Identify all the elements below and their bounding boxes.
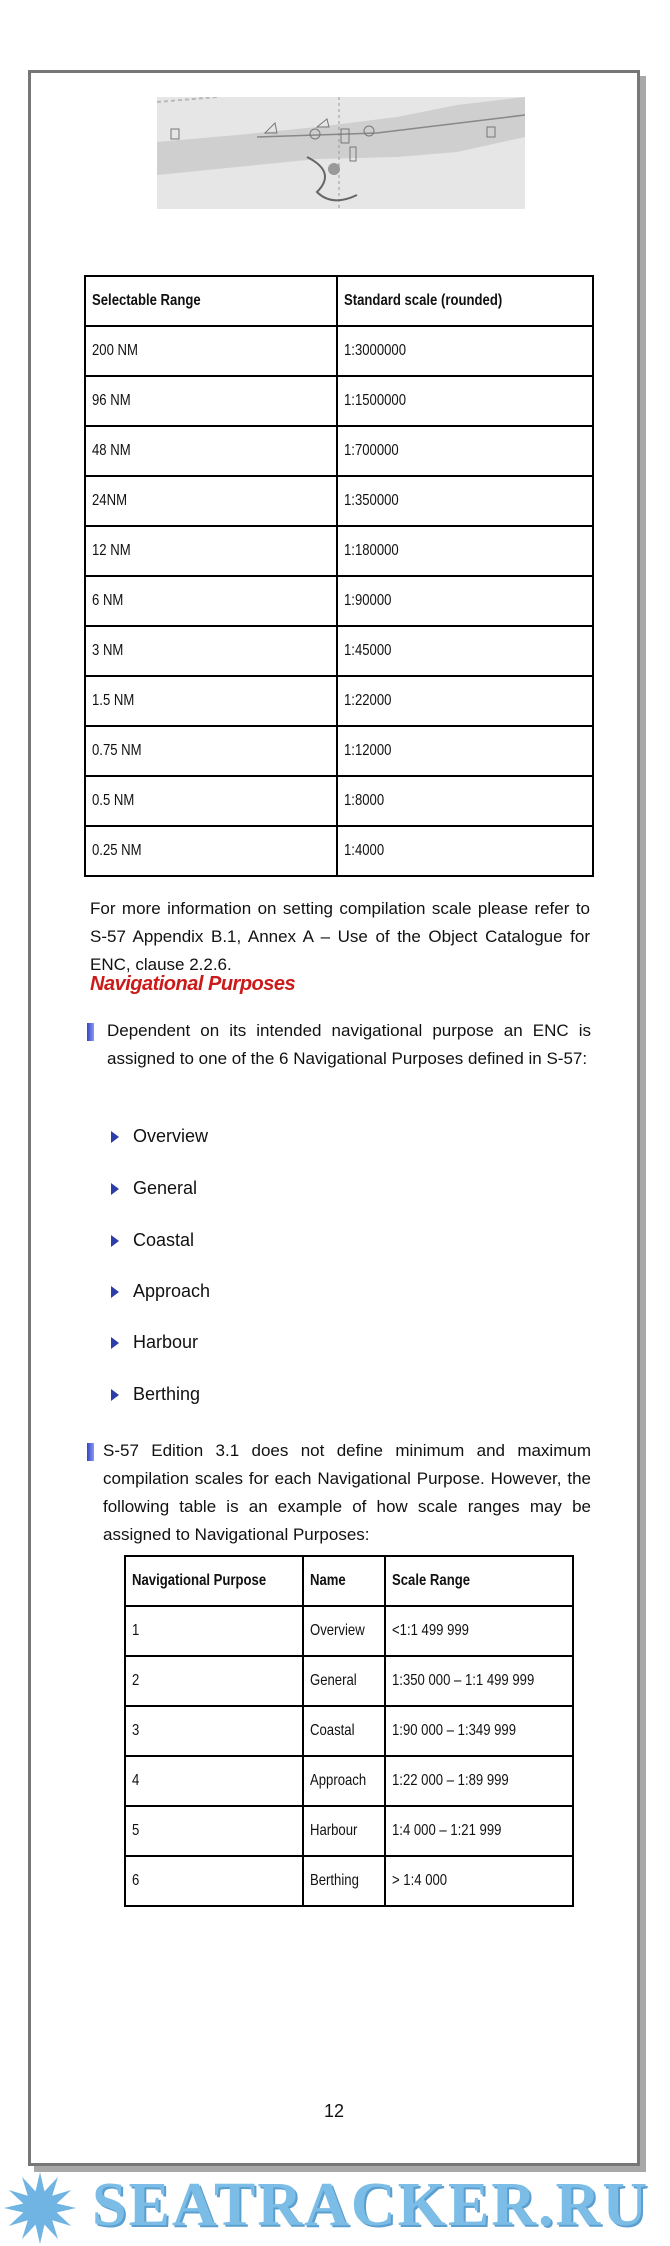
scale-cell: 1:8000 xyxy=(344,792,385,809)
scale-cell: 1:90000 xyxy=(344,592,392,609)
purpose-general: General xyxy=(133,1178,198,1198)
bullet-paragraph-1-text: Dependent on its intended navigational purpose an ENC is assigned to one of the 6 Navigational Purposes defined in S-57: xyxy=(107,1021,591,1068)
page-number: 12 xyxy=(323,2101,345,2121)
purpose-number-cell: 1 xyxy=(132,1622,140,1639)
chart-thumbnail-image xyxy=(157,97,525,209)
table-cell xyxy=(85,576,337,626)
arrow-bullet-icon xyxy=(111,1286,119,1298)
table-cell xyxy=(385,1806,573,1856)
scale-range-cell: 1:4 000 – 1:21 999 xyxy=(392,1822,502,1839)
range-cell: 48 NM xyxy=(92,442,131,459)
purpose-number-cell: 3 xyxy=(132,1722,140,1739)
table-cell xyxy=(337,576,593,626)
table-cell xyxy=(85,526,337,576)
table-cell xyxy=(337,726,593,776)
table-row xyxy=(125,1706,573,1756)
table-cell xyxy=(85,376,337,426)
header-standard-scale: Standard scale (rounded) xyxy=(344,292,503,309)
table-cell xyxy=(303,1706,386,1756)
scale-cell: 1:22000 xyxy=(344,692,392,709)
list-item xyxy=(111,1227,194,1253)
table-row xyxy=(85,726,593,776)
watermark-logo xyxy=(0,2164,670,2246)
purpose-harbour: Harbour xyxy=(133,1332,199,1352)
table-row xyxy=(85,576,593,626)
table-cell xyxy=(303,1806,386,1856)
purpose-number-cell: 6 xyxy=(132,1872,140,1889)
table-row xyxy=(85,526,593,576)
compilation-scale-note-text: For more information on setting compilation scale please refer to S-57 Appendix B.1, Annex A – Use of the Object Catalogue for ENC, clause 2.2.6. xyxy=(90,899,590,974)
table-cell xyxy=(125,1756,303,1806)
header-cell xyxy=(303,1556,386,1606)
list-item xyxy=(111,1329,198,1355)
scale-range-cell: <1:1 499 999 xyxy=(392,1622,470,1639)
table-cell xyxy=(337,376,593,426)
scale-range-cell: 1:90 000 – 1:349 999 xyxy=(392,1722,517,1739)
scale-range-cell: 1:22 000 – 1:89 999 xyxy=(392,1772,509,1789)
header-cell xyxy=(337,276,593,326)
range-cell: 3 NM xyxy=(92,642,124,659)
table-header-row xyxy=(125,1556,573,1606)
table-cell xyxy=(85,326,337,376)
purpose-name-cell: General xyxy=(309,1672,357,1689)
sunburst-icon xyxy=(0,2164,100,2246)
table-cell xyxy=(85,826,337,876)
table-cell xyxy=(337,776,593,826)
purpose-name-cell: Harbour xyxy=(309,1822,357,1839)
range-cell: 24NM xyxy=(92,492,128,509)
range-cell: 0.75 NM xyxy=(92,742,142,759)
arrow-bullet-icon xyxy=(111,1389,119,1401)
arrow-bullet-icon xyxy=(111,1235,119,1247)
range-cell: 0.5 NM xyxy=(92,792,135,809)
table-cell xyxy=(303,1606,386,1656)
purpose-number-cell: 2 xyxy=(132,1672,140,1689)
table-cell xyxy=(85,476,337,526)
table-cell xyxy=(125,1656,303,1706)
scale-cell: 1:3000000 xyxy=(344,342,407,359)
table-cell xyxy=(385,1856,573,1906)
scale-cell: 1:45000 xyxy=(344,642,392,659)
table-row xyxy=(85,626,593,676)
table-cell xyxy=(125,1856,303,1906)
table-row xyxy=(125,1856,573,1906)
table-cell xyxy=(303,1856,386,1906)
selectable-range-table xyxy=(84,275,594,877)
table-row xyxy=(85,776,593,826)
scale-cell: 1:1500000 xyxy=(344,392,407,409)
purpose-name-cell: Berthing xyxy=(309,1872,359,1889)
header-cell xyxy=(125,1556,303,1606)
arrow-bullet-icon xyxy=(111,1183,119,1195)
scale-range-cell: > 1:4 000 xyxy=(392,1872,448,1889)
table-row xyxy=(85,826,593,876)
table-row xyxy=(125,1806,573,1856)
table-cell xyxy=(337,626,593,676)
table-cell xyxy=(385,1756,573,1806)
table-cell xyxy=(85,776,337,826)
header-cell xyxy=(385,1556,573,1606)
header-selectable-range: Selectable Range xyxy=(92,292,201,309)
purpose-name-cell: Approach xyxy=(309,1772,366,1789)
table-cell xyxy=(337,426,593,476)
range-cell: 0.25 NM xyxy=(92,842,142,859)
header-scale-range: Scale Range xyxy=(392,1572,471,1589)
table-cell xyxy=(385,1606,573,1656)
table-cell xyxy=(85,426,337,476)
purpose-berthing: Berthing xyxy=(133,1384,201,1404)
table-row xyxy=(85,676,593,726)
bullet-paragraph-1 xyxy=(107,1017,591,1073)
scale-cell: 1:180000 xyxy=(344,542,399,559)
purpose-coastal: Coastal xyxy=(133,1230,195,1250)
scale-cell: 1:350000 xyxy=(344,492,399,509)
table-cell xyxy=(337,676,593,726)
scale-cell: 1:12000 xyxy=(344,742,392,759)
compilation-scale-note xyxy=(90,895,590,979)
list-item xyxy=(111,1381,200,1407)
header-navigational-purpose: Navigational Purpose xyxy=(132,1572,267,1589)
table-cell xyxy=(385,1706,573,1756)
scale-cell: 1:700000 xyxy=(344,442,399,459)
table-header-row xyxy=(85,276,593,326)
table-row xyxy=(85,376,593,426)
watermark-text: SEATRACKER.RU xyxy=(92,2171,650,2239)
header-name: Name xyxy=(309,1572,346,1589)
range-cell: 6 NM xyxy=(92,592,124,609)
navigational-purpose-table xyxy=(124,1555,574,1907)
document-page xyxy=(28,70,640,2166)
table-row xyxy=(85,476,593,526)
table-cell xyxy=(125,1806,303,1856)
table-row xyxy=(85,426,593,476)
list-item xyxy=(111,1175,197,1201)
square-bullet-icon xyxy=(87,1023,94,1041)
table-cell xyxy=(85,676,337,726)
range-cell: 12 NM xyxy=(92,542,131,559)
range-cell: 96 NM xyxy=(92,392,131,409)
table-cell xyxy=(85,626,337,676)
table-cell xyxy=(125,1706,303,1756)
table-cell xyxy=(303,1656,386,1706)
range-cell: 200 NM xyxy=(92,342,138,359)
range-cell: 1.5 NM xyxy=(92,692,135,709)
table-cell xyxy=(303,1756,386,1806)
table-cell xyxy=(337,476,593,526)
bullet-paragraph-2-text: S-57 Edition 3.1 does not define minimum and maximum compilation scales for each Navigational Purpose. However, the following table is an example of how scale ranges may be assigned to Navigational Purposes: xyxy=(103,1441,591,1544)
purpose-number-cell: 5 xyxy=(132,1822,140,1839)
table-row xyxy=(125,1656,573,1706)
purpose-number-cell: 4 xyxy=(132,1772,140,1789)
list-item xyxy=(111,1123,208,1149)
table-row xyxy=(85,326,593,376)
purpose-approach: Approach xyxy=(133,1281,211,1301)
table-row xyxy=(125,1756,573,1806)
purpose-name-cell: Coastal xyxy=(309,1722,355,1739)
scale-cell: 1:4000 xyxy=(344,842,385,859)
table-cell xyxy=(337,826,593,876)
purpose-name-cell: Overview xyxy=(309,1622,365,1639)
table-cell xyxy=(337,326,593,376)
table-cell xyxy=(385,1656,573,1706)
scale-range-cell: 1:350 000 – 1:1 499 999 xyxy=(392,1672,535,1689)
arrow-bullet-icon xyxy=(111,1337,119,1349)
square-bullet-icon xyxy=(87,1443,94,1461)
section-heading: Navigational Purposes xyxy=(90,973,296,995)
arrow-bullet-icon xyxy=(111,1131,119,1143)
header-cell xyxy=(85,276,337,326)
table-cell xyxy=(337,526,593,576)
table-row xyxy=(125,1606,573,1656)
list-item xyxy=(111,1278,210,1304)
table-cell xyxy=(85,726,337,776)
purpose-overview: Overview xyxy=(133,1126,209,1146)
table-cell xyxy=(125,1606,303,1656)
bullet-paragraph-2 xyxy=(103,1437,591,1549)
